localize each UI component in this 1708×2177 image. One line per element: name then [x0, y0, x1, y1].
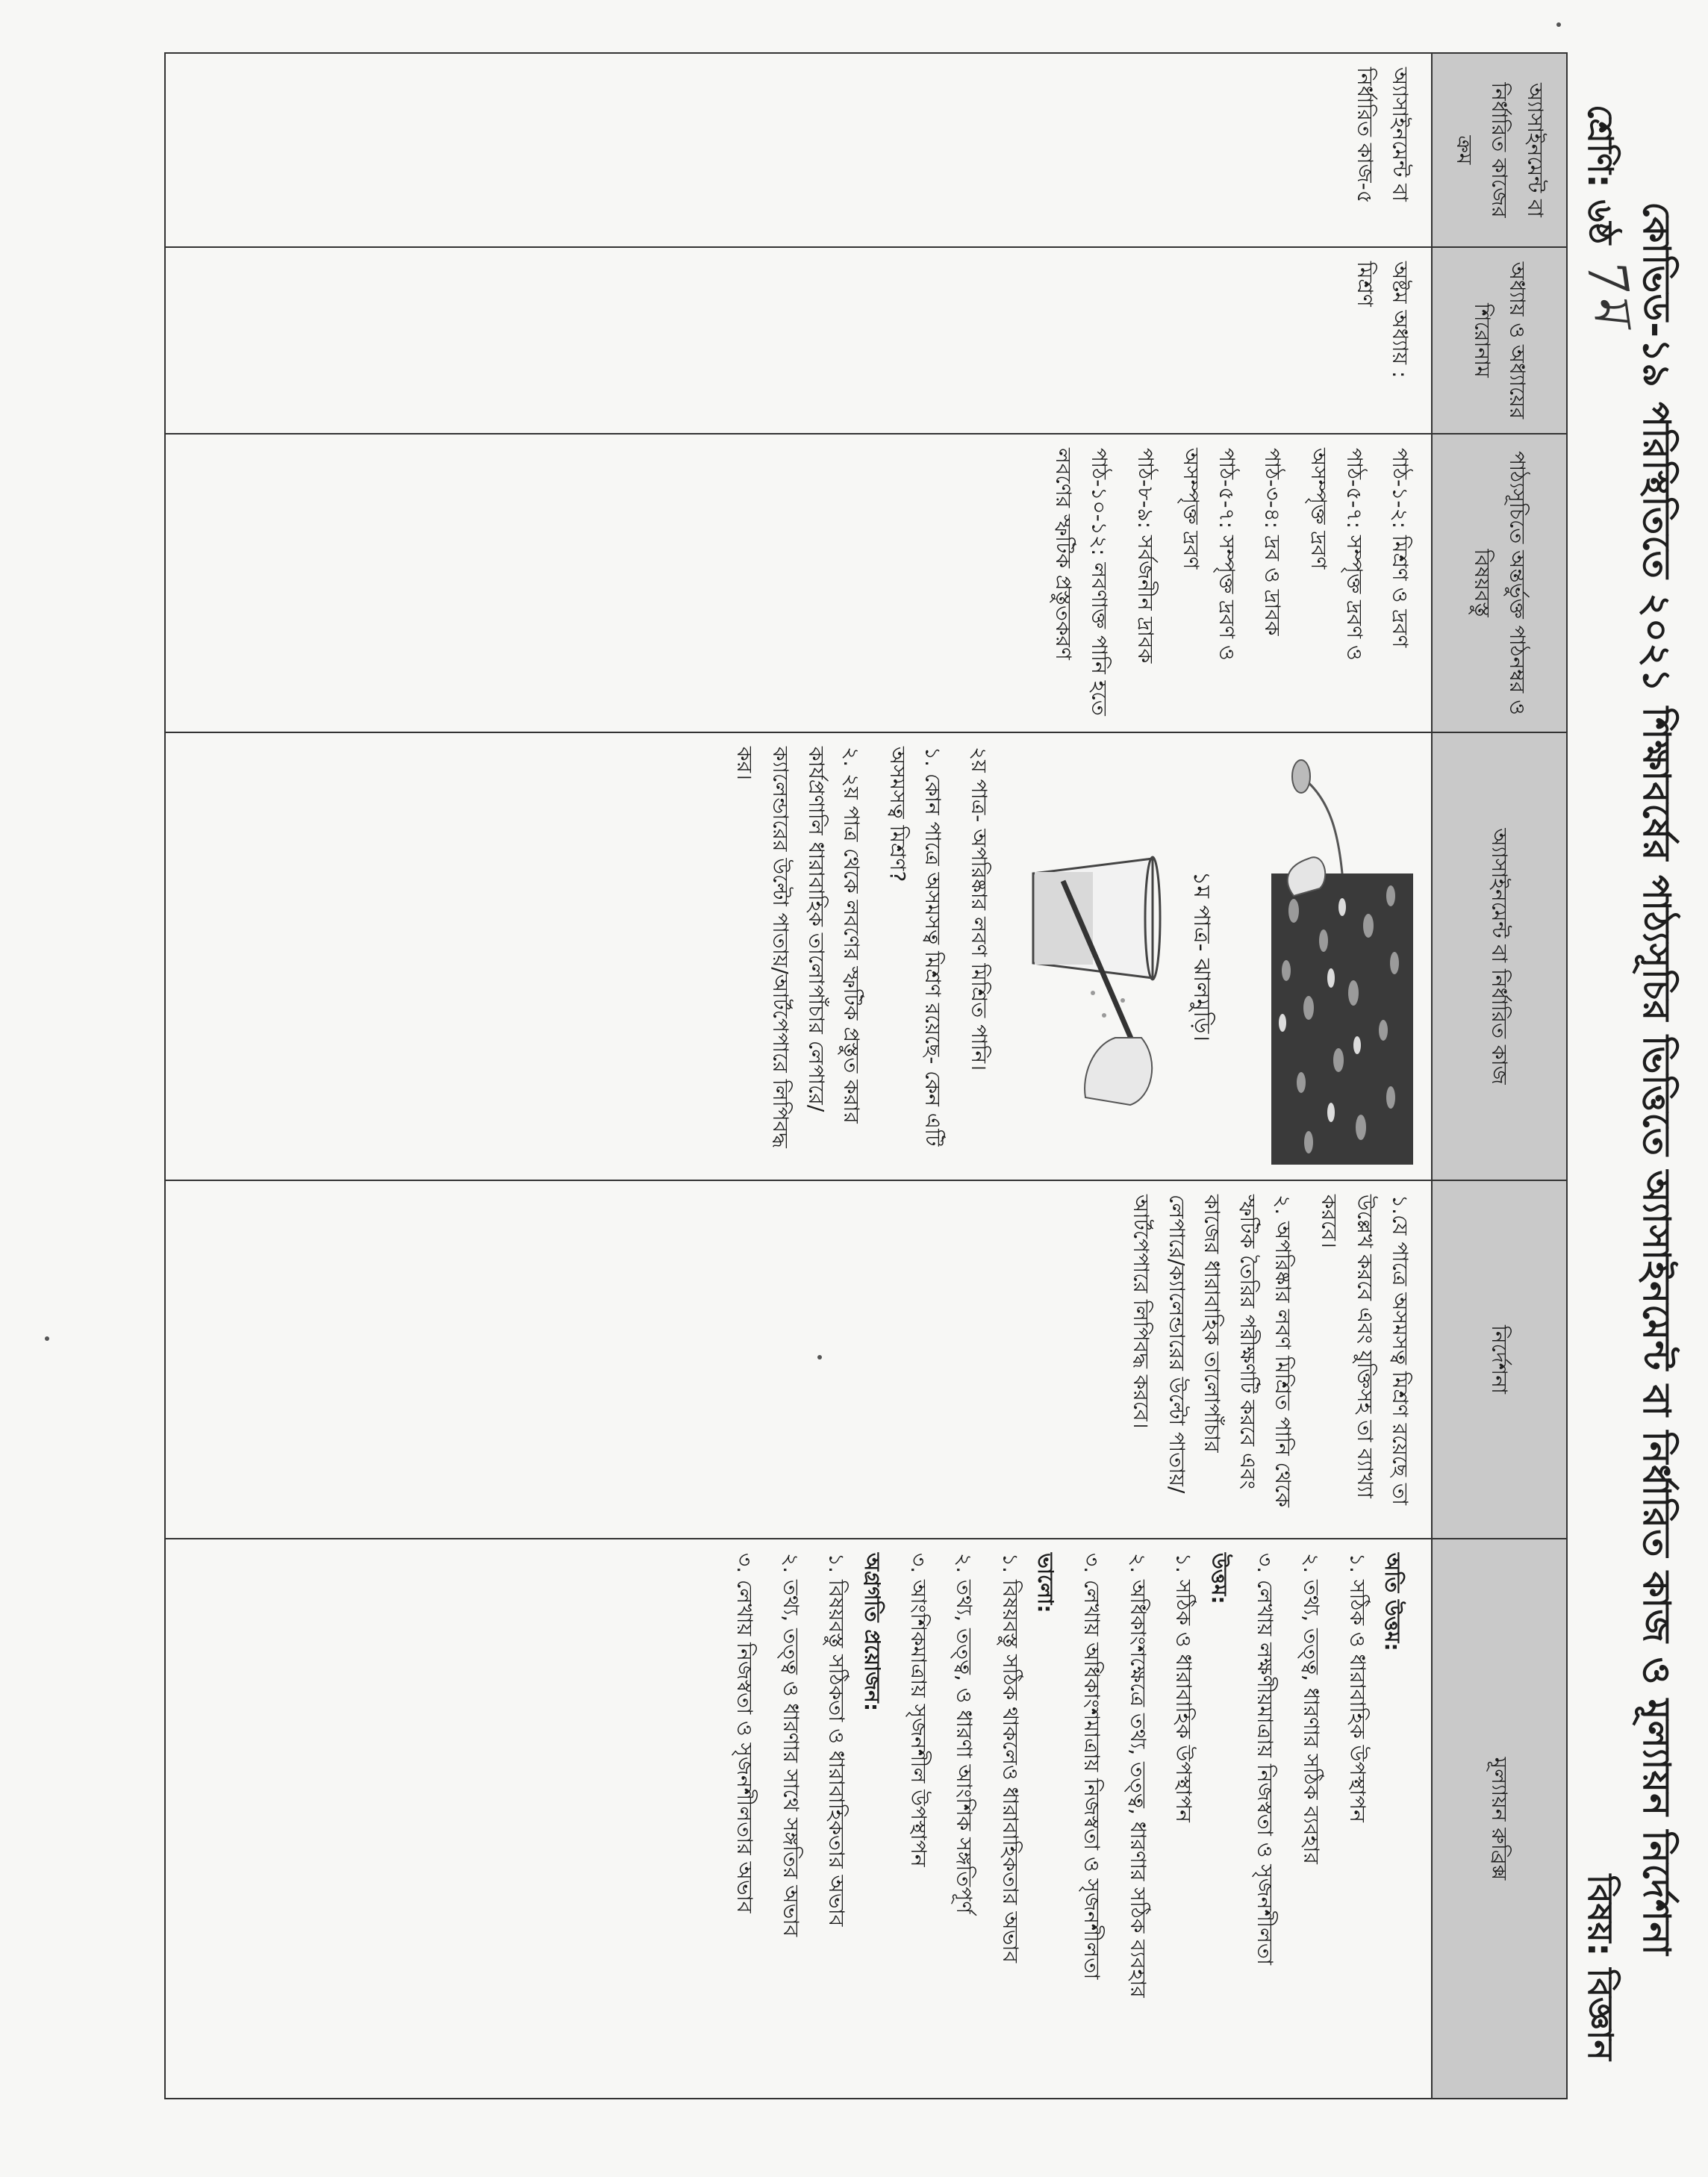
scan-speck [45, 1336, 49, 1341]
rubric-item: ২. তথ্য, তত্ত্ব ও ধারণার সাথে সঙ্গতির অভাব [778, 1553, 803, 1937]
class-label: শ্রেণি: ৬ষ্ঠ [1580, 105, 1621, 245]
chapter-label: অষ্টম অধ্যায় : মিশ্রণ [1352, 261, 1413, 379]
chapter-cell [165, 247, 1432, 434]
instruction-item: ২. অপরিষ্কার লবণ মিশ্রিত পানি থেকে স্ফটিক তৈরির পরীক্ষণটি করবে এবং কাজের ধারাবাহিক তালোপাঁচার লেপারে/ক্যালেন্ডারের উল্টো পাতায়/ আর্টপেপারে লিপিবদ্ধ করবে। [1129, 1195, 1296, 1508]
rubric-item: ২. তথ্য, তত্ত্ব, ধারণার সঠিক ব্যবহার [1299, 1553, 1324, 1864]
caption-second-container: ২য় পাত্র- অপরিষ্কার লবণ মিশ্রিত পানি। [967, 747, 992, 1071]
rubric-item: ১. সঠিক ও ধারাবাহিক উপস্থাপন [1171, 1553, 1197, 1822]
header-assignment: অ্যাসাইনমেন্ট বা নির্ধারিত কাজ [1432, 732, 1567, 1180]
lesson-item: পাঠ-৩-৪: দ্রব ও দ্রাবক [1260, 448, 1285, 636]
handwritten-mark: 7ম [1574, 257, 1645, 328]
assignment-question: ১. কোন পাত্রে অসমসত্ব মিশ্রণ রয়েছে- কেন এটি অসমসত্ব মিশ্রণ? [885, 747, 946, 1147]
assignment-table [164, 52, 1568, 2099]
instructions-cell [165, 1180, 1432, 1539]
scan-speck [1556, 22, 1561, 27]
rubric-item: ১. বিষয়বস্তু সঠিক থাকলেও ধারাবাহিকতার অভাব [997, 1553, 1023, 1963]
header-rubrics: মূল্যায়ন রুব্রিক্স [1432, 1539, 1567, 2099]
header-chapter: অধ্যায় ও অধ্যায়ের শিরোনাম [1432, 247, 1567, 434]
lesson-item: পাঠ-৫-৭: সম্পৃক্ত দ্রবণ ও অসম্পৃক্ত দ্রবণ [1306, 448, 1367, 661]
lesson-item: পাঠ-১-২: মিশ্রণ ও দ্রবণ [1388, 448, 1413, 648]
task-cell [165, 53, 1432, 247]
header-lessons: পাঠ্যসূচিতে অন্তর্ভুক্ত পাঠনম্বর ও বিষয়বস্তু [1432, 434, 1567, 732]
page-title: কোভিড-১৯ পরিস্থিতিতে ২০২১ শিক্ষাবর্ষের পাঠ্যসূচির ভিত্তিতে অ্যাসাইনমেন্ট বা নির্ধারিত কাজ ও মূল্যায়ন নির্দেশনা [1635, 202, 1678, 1956]
header-instructions: নির্দেশনা [1432, 1180, 1567, 1539]
rubric-item: ১. বিষয়বস্তু সঠিকতা ও ধারাবাহিকতার অভাব [824, 1553, 850, 1927]
lesson-item: পাঠ-১০-১২: লবণাক্ত পানি হতে লবণের স্ফটিক প্রস্তুতকরণ [1051, 448, 1112, 716]
rubric-title-excellent: অতি উত্তম: [1380, 1553, 1406, 1651]
scan-speck [817, 1355, 822, 1360]
rubric-item: ৩. লেখায় লক্ষণীয়মাত্রায় নিজস্বতা ও সৃজনশীলতা [1253, 1553, 1278, 1966]
rotated-page [22, 7, 1695, 2150]
rubric-title-fair: ভালো: [1033, 1553, 1059, 1613]
rubric-item: ৩. আংশিকমাত্রায় সৃজনশীল উপস্থাপন [906, 1553, 931, 1867]
instruction-item: ১.যে পাত্রে অসমসত্ব মিশ্রণ রয়েছে তা উল্লেখ করবে এবং যুক্তিসহ তা ব্যাখ্যা করবে। [1317, 1195, 1413, 1506]
rubric-title-good: উত্তম: [1206, 1553, 1232, 1604]
lessons-cell [165, 434, 1432, 732]
subject-label: বিষয়: বিজ্ঞান [1580, 1874, 1621, 2061]
lesson-item: পাঠ-৮-৯: সর্বজনীন দ্রাবক [1132, 448, 1158, 664]
table-row [165, 53, 1432, 2099]
salt-water-beaker [1007, 747, 1175, 1166]
lesson-item: পাঠ-৫-৭: সম্পৃক্ত দ্রবণ ও অসম্পৃক্ত দ্রবণ [1179, 448, 1239, 661]
jhalmuri-photo [1231, 747, 1414, 1166]
task-label: অ্যাসাইনমেন্ট বা নির্ধারিত কাজ-৫ [1352, 67, 1413, 204]
rubric-item: ৩. লেখায় অধিকাংশমাত্রায় নিজস্বতা ও সৃজনশীলতা [1079, 1553, 1105, 1980]
rubric-item: ২. অধিকাংশক্ষেত্রে তথ্য, তত্ত্ব, ধারণার সঠিক ব্যবহার [1125, 1553, 1150, 1998]
rubric-item: ২. তথ্য, তত্ত্ব, ও ধারণা আংশিক সঙ্গতিপূর্ণ [952, 1553, 977, 1914]
table-header-row [1432, 53, 1567, 2099]
assignment-cell [165, 732, 1432, 1180]
caption-first-container: ১ম পাত্র- ঝালমুড়ি। [1188, 871, 1215, 1042]
header-task-order: অ্যাসাইনমেন্ট বা নির্ধারিত কাজের ক্রম [1432, 53, 1567, 247]
rubrics-cell [165, 1539, 1432, 2099]
rubric-title-needs-progress: অগ্রগতি প্রয়োজন: [860, 1553, 885, 1712]
rubric-item: ১. সঠিক ও ধারাবাহিক উপস্থাপন [1344, 1553, 1370, 1822]
assignment-question: ২. ২য় পাত্র থেকে লবণের স্ফটিক প্রস্তুত করার কার্যপ্রণালি ধারাবাহিক তালোপাঁচার লেপারে/ক্যালেন্ডারের উল্টো পাতায়/আর্টপেপারে লিপিবদ্ধ কর। [732, 747, 864, 1148]
rubric-item: ৩. লেখায় নিজস্বতা ও সৃজনশীলতার অভাব [732, 1553, 758, 1913]
